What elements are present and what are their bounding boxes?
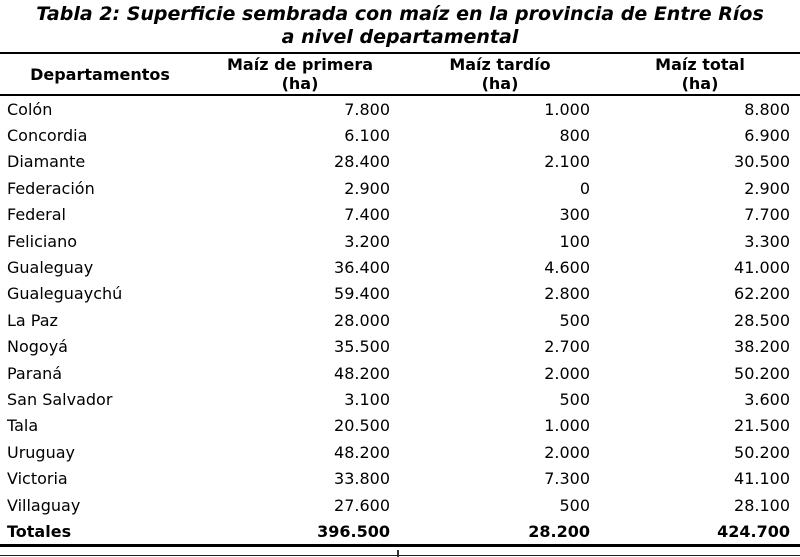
header-maiz-total-label: Maíz total — [655, 55, 745, 74]
table-row — [0, 465, 800, 491]
department-name-cell: San Salvador — [7, 389, 113, 409]
maiz-total-value-cell: 41.100 — [734, 469, 790, 489]
maiz-primera-value-cell: 59.400 — [334, 284, 390, 304]
table-row — [0, 254, 800, 280]
table-title — [0, 0, 800, 49]
header-departamentos-label: Departamentos — [30, 64, 170, 84]
next-table-top-edge-line — [0, 555, 800, 556]
maiz-primera-value-cell: 7.400 — [344, 205, 390, 225]
maiz-tardio-value-cell: 500 — [559, 389, 590, 409]
table-row — [0, 202, 800, 228]
department-name-cell: Diamante — [7, 152, 86, 172]
maiz-tardio-value-cell: 7.300 — [544, 469, 590, 489]
maiz-primera-value-cell: 28.000 — [334, 310, 390, 330]
maiz-primera-value-cell: 28.400 — [334, 152, 390, 172]
maiz-tardio-value-cell: 300 — [559, 205, 590, 225]
maiz-tardio-value-cell: 2.700 — [544, 337, 590, 357]
table-row — [0, 439, 800, 465]
maiz-total-value-cell: 3.300 — [744, 231, 790, 251]
maiz-total-value-cell: 41.000 — [734, 258, 790, 278]
table-footer — [0, 518, 800, 545]
header-maiz-primera-label: Maíz de primera — [227, 55, 373, 74]
header-maiz-tardio-label: Maíz tardío — [449, 55, 551, 74]
maiz-tardio-value-cell: 500 — [559, 310, 590, 330]
department-name-cell: Gualeguaychú — [7, 284, 123, 304]
table-title-line2: a nivel departamental — [281, 26, 519, 48]
maiz-total-value-cell: 30.500 — [734, 152, 790, 172]
maiz-total-value-cell: 8.800 — [744, 99, 790, 119]
maiz-primera-value-cell: 36.400 — [334, 258, 390, 278]
table-title-line1: Tabla 2: Superficie sembrada con maíz en la provincia de Entre Ríos — [36, 3, 764, 25]
maiz-primera-value-cell: 27.600 — [334, 495, 390, 515]
department-name-cell: Victoria — [7, 469, 68, 489]
table-row — [0, 175, 800, 201]
maiz-tardio-value-cell: 2.800 — [544, 284, 590, 304]
maiz-tardio-value-cell: 100 — [559, 231, 590, 251]
department-name-cell: Colón — [7, 99, 53, 119]
maiz-total-value-cell: 21.500 — [734, 416, 790, 436]
maiz-primera-value-cell: 48.200 — [334, 442, 390, 462]
maiz-tardio-value-cell: 2.000 — [544, 363, 590, 383]
maiz-primera-value-cell: 3.100 — [344, 389, 390, 409]
table-row — [0, 307, 800, 333]
department-name-cell: La Paz — [7, 310, 58, 330]
table-row — [0, 281, 800, 307]
table-row — [0, 149, 800, 175]
table-row — [0, 360, 800, 386]
maiz-tardio-value-cell: 4.600 — [544, 258, 590, 278]
department-name-cell: Concordia — [7, 126, 88, 146]
maiz-total-value-cell: 28.100 — [734, 495, 790, 515]
header-maiz-tardio — [400, 53, 600, 95]
maiz-total-value-cell: 50.200 — [734, 363, 790, 383]
maiz-tardio-value-cell: 2.000 — [544, 442, 590, 462]
maiz-tardio-value-cell: 0 — [579, 178, 590, 198]
header-row — [0, 53, 800, 95]
totals-tardio-value: 28.200 — [528, 521, 590, 541]
maiz-tardio-value-cell: 1.000 — [544, 99, 590, 119]
maiz-primera-value-cell: 7.800 — [344, 99, 390, 119]
maiz-total-value-cell: 7.700 — [744, 205, 790, 225]
department-name-cell: Villaguay — [7, 495, 81, 515]
header-maiz-total-unit: (ha) — [681, 74, 719, 93]
table-row — [0, 122, 800, 148]
maiz-primera-value-cell: 2.900 — [344, 178, 390, 198]
totals-row — [0, 518, 800, 545]
table-row — [0, 95, 800, 122]
header-maiz-primera — [200, 53, 400, 95]
maiz-primera-value-cell: 48.200 — [334, 363, 390, 383]
maiz-primera-value-cell: 33.800 — [334, 469, 390, 489]
maiz-primera-value-cell: 3.200 — [344, 231, 390, 251]
table-row — [0, 413, 800, 439]
header-maiz-primera-unit: (ha) — [281, 74, 319, 93]
totals-total-value: 424.700 — [717, 521, 790, 541]
maiz-tardio-value-cell: 500 — [559, 495, 590, 515]
table-row — [0, 228, 800, 254]
table-header — [0, 53, 800, 95]
department-name-cell: Federación — [7, 178, 95, 198]
maiz-tardio-value-cell: 1.000 — [544, 416, 590, 436]
maiz-total-value-cell: 2.900 — [744, 178, 790, 198]
maiz-tardio-value-cell: 800 — [559, 126, 590, 146]
department-name-cell: Uruguay — [7, 442, 75, 462]
maiz-tardio-value-cell: 2.100 — [544, 152, 590, 172]
department-name-cell: Gualeguay — [7, 258, 94, 278]
table-row — [0, 492, 800, 518]
header-maiz-tardio-unit: (ha) — [481, 74, 519, 93]
maiz-total-value-cell: 38.200 — [734, 337, 790, 357]
department-name-cell: Paraná — [7, 363, 63, 383]
maiz-total-value-cell: 50.200 — [734, 442, 790, 462]
maiz-total-value-cell: 3.600 — [744, 389, 790, 409]
maiz-total-value-cell: 6.900 — [744, 126, 790, 146]
totals-label: Totales — [7, 521, 72, 541]
department-name-cell: Federal — [7, 205, 66, 225]
maize-area-table — [0, 52, 800, 547]
table-row — [0, 334, 800, 360]
header-departamentos — [0, 53, 200, 95]
department-name-cell: Feliciano — [7, 231, 78, 251]
department-name-cell: Nogoyá — [7, 337, 68, 357]
maiz-total-value-cell: 28.500 — [734, 310, 790, 330]
maiz-total-value-cell: 62.200 — [734, 284, 790, 304]
table-row — [0, 386, 800, 412]
department-name-cell: Tala — [7, 416, 39, 436]
header-maiz-total — [600, 53, 800, 95]
totals-primera-value: 396.500 — [317, 521, 390, 541]
table-body — [0, 95, 800, 518]
maiz-primera-value-cell: 35.500 — [334, 337, 390, 357]
maiz-primera-value-cell: 20.500 — [334, 416, 390, 436]
maiz-primera-value-cell: 6.100 — [344, 126, 390, 146]
